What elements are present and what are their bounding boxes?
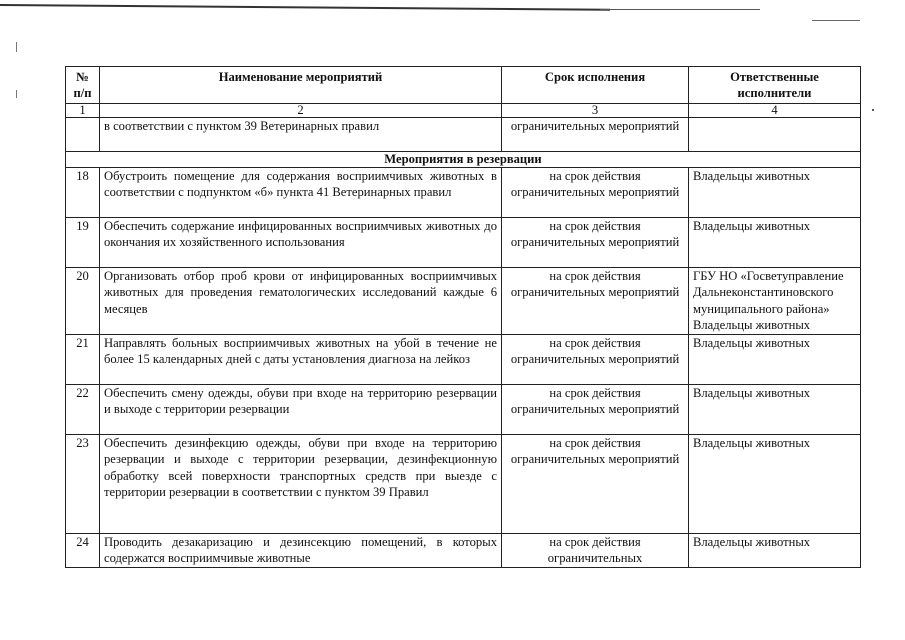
measure-name: Обеспечить содержание инфицированных восприимчивых животных до окончания их хозяйственного использования <box>100 218 502 268</box>
row-number: 20 <box>66 268 100 335</box>
measure-term: ограничительных мероприятий <box>502 118 689 152</box>
table-row <box>66 268 861 335</box>
column-index: 4 <box>689 104 861 118</box>
table-row <box>66 218 861 268</box>
measure-responsible: Владельцы животных <box>689 534 861 568</box>
measure-name: Организовать отбор проб крови от инфицированных восприимчивых животных для проведения гематологических исследований каждые 6 месяцев <box>100 268 502 335</box>
table-row <box>66 534 861 568</box>
measure-responsible <box>689 118 861 152</box>
measure-responsible: Владельцы животных <box>689 335 861 385</box>
measures-table <box>65 66 861 568</box>
measure-term: на срок действия ограничительных мероприятий <box>502 168 689 218</box>
table-row <box>66 385 861 435</box>
measure-term: на срок действия ограничительных <box>502 534 689 568</box>
measure-name: Обеспечить смену одежды, обуви при входе на территорию резервации и выходе с территории резервации <box>100 385 502 435</box>
header-num: № п/п <box>66 67 100 104</box>
measure-responsible: Владельцы животных <box>689 385 861 435</box>
header-name: Наименование мероприятий <box>100 67 502 104</box>
scan-artifact-top-line-2 <box>600 9 760 10</box>
header-term: Срок исполнения <box>502 67 689 104</box>
measure-term: на срок действия ограничительных мероприятий <box>502 218 689 268</box>
column-index-row <box>66 104 861 118</box>
section-title: Мероприятия в резервации <box>66 152 861 168</box>
row-number: 19 <box>66 218 100 268</box>
measure-responsible: Владельцы животных <box>689 435 861 534</box>
measure-name: Проводить дезакаризацию и дезинсекцию помещений, в которых содержатся восприимчивые животные <box>100 534 502 568</box>
measure-term: на срок действия ограничительных мероприятий <box>502 335 689 385</box>
continuation-row <box>66 118 861 152</box>
measure-name: в соответствии с пунктом 39 Ветеринарных правил <box>100 118 502 152</box>
table-row <box>66 435 861 534</box>
measure-term: на срок действия ограничительных мероприятий <box>502 268 689 335</box>
row-number: 18 <box>66 168 100 218</box>
measure-responsible: Владельцы животных <box>689 168 861 218</box>
scan-artifact-dot <box>872 109 874 111</box>
scan-artifact-top-line <box>0 4 610 11</box>
table-row <box>66 335 861 385</box>
column-index: 1 <box>66 104 100 118</box>
measure-responsible: ГБУ НО «Госветуправление Дальнеконстантиновского муниципального района» Владельцы животных <box>689 268 861 335</box>
row-number: 22 <box>66 385 100 435</box>
measure-term: на срок действия ограничительных мероприятий <box>502 385 689 435</box>
scan-artifact-dash <box>812 20 860 21</box>
scan-artifact-tick <box>16 90 17 98</box>
header-responsible: Ответственные исполнители <box>689 67 861 104</box>
table-row <box>66 168 861 218</box>
row-number: 21 <box>66 335 100 385</box>
row-number: 24 <box>66 534 100 568</box>
row-number: 23 <box>66 435 100 534</box>
measure-name: Обустроить помещение для содержания восприимчивых животных в соответствии с подпунктом «б» пункта 41 Ветеринарных правил <box>100 168 502 218</box>
section-row <box>66 152 861 168</box>
row-number <box>66 118 100 152</box>
measure-name: Обеспечить дезинфекцию одежды, обуви при входе на территорию резервации и выходе с территории резервации, дезинфекционную обработку всей поверхности транспортных средств при выезде с территории резервации в соответствии с пунктом 39 Правил <box>100 435 502 534</box>
measure-responsible: Владельцы животных <box>689 218 861 268</box>
header-row <box>66 67 861 104</box>
measure-term: на срок действия ограничительных мероприятий <box>502 435 689 534</box>
column-index: 2 <box>100 104 502 118</box>
measure-name: Направлять больных восприимчивых животных на убой в течение не более 15 календарных дней с даты установления диагноза на лейкоз <box>100 335 502 385</box>
column-index: 3 <box>502 104 689 118</box>
scan-artifact-tick <box>16 42 17 52</box>
